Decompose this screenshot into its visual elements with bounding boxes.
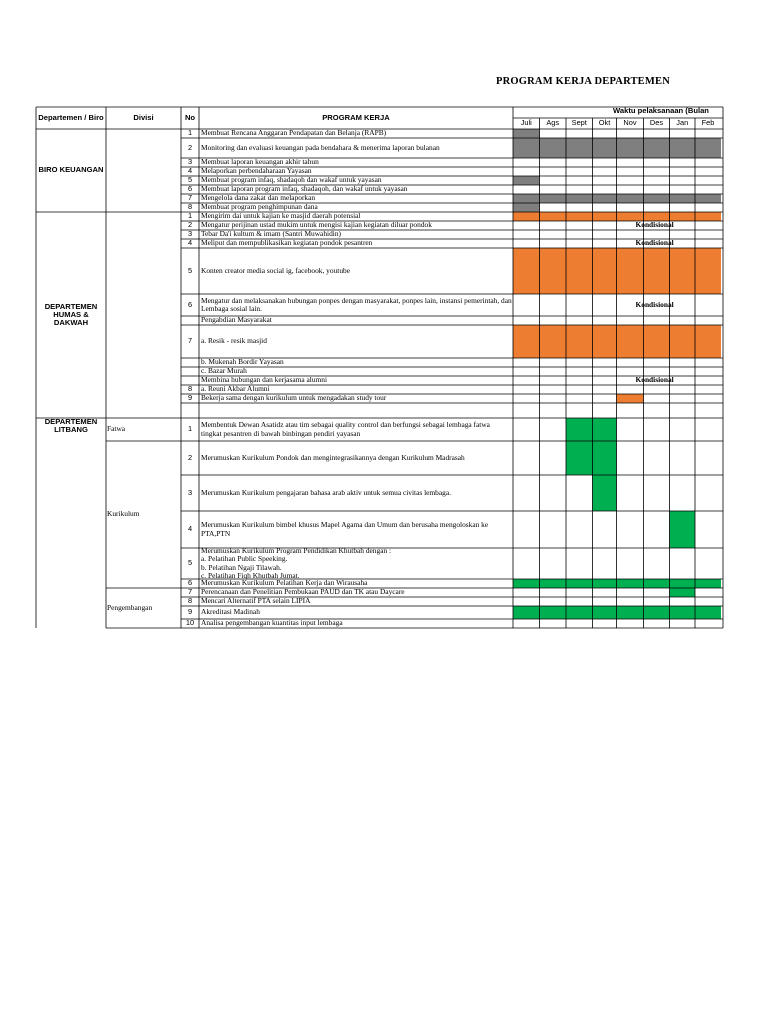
row-number-text: 8 bbox=[187, 597, 193, 606]
month-fill-cell bbox=[644, 138, 670, 158]
month-fill-cell bbox=[593, 418, 617, 441]
program-item bbox=[201, 167, 512, 176]
month-fill-cell bbox=[617, 579, 644, 588]
row-number-text: 4 bbox=[187, 239, 193, 248]
month-header-5-text: Des bbox=[649, 118, 664, 128]
program-item-text: Membina hubungan dan kerjasama alumni bbox=[201, 376, 328, 385]
division-label-text: Fatwa bbox=[107, 424, 126, 434]
row-number bbox=[181, 619, 199, 628]
row-number bbox=[181, 588, 199, 597]
row-number-text: 6 bbox=[187, 299, 193, 309]
row-number bbox=[181, 441, 199, 475]
row-number-text: 7 bbox=[187, 336, 193, 346]
program-item-text: Membuat laporan program infaq, shadaqoh, dan wakaf untuk yayasan bbox=[201, 185, 408, 194]
program-item bbox=[201, 606, 512, 619]
row-number-text: 4 bbox=[187, 167, 193, 176]
program-item-text: Melaporkan perbendaharaan Yayasan bbox=[201, 167, 312, 176]
month-header-3 bbox=[593, 118, 617, 129]
month-fill-cell bbox=[513, 138, 540, 158]
program-item bbox=[201, 158, 512, 167]
month-fill-cell bbox=[566, 418, 593, 441]
program-item-text: c. Bazar Murah bbox=[201, 367, 247, 376]
row-number bbox=[181, 221, 199, 230]
program-item bbox=[201, 248, 512, 294]
month-fill-cell bbox=[540, 194, 567, 203]
row-number-text: 9 bbox=[187, 394, 193, 403]
program-item bbox=[201, 316, 512, 325]
month-fill-cell bbox=[695, 248, 721, 294]
row-number-text: 7 bbox=[187, 194, 193, 203]
row-number bbox=[181, 158, 199, 167]
row-number bbox=[181, 376, 199, 385]
row-number bbox=[181, 367, 199, 376]
month-fill-cell bbox=[670, 606, 696, 619]
row-number bbox=[181, 248, 199, 294]
row-number bbox=[181, 176, 199, 185]
header-waktu bbox=[613, 106, 743, 117]
row-number-text: 10 bbox=[185, 619, 195, 628]
program-item bbox=[201, 129, 512, 138]
row-number bbox=[181, 403, 199, 418]
month-fill-cell bbox=[644, 579, 670, 588]
program-item-text: a. Reuni Akbar Alumni bbox=[201, 385, 270, 394]
month-fill-cell bbox=[566, 212, 593, 221]
row-number bbox=[181, 185, 199, 194]
division-label bbox=[107, 588, 180, 628]
program-item bbox=[201, 358, 512, 367]
month-fill-cell bbox=[513, 194, 540, 203]
program-item bbox=[201, 511, 512, 548]
program-item bbox=[201, 403, 512, 418]
program-item-text: Tebar Da'i kultum & imam (Santri Muwahidin) bbox=[201, 230, 341, 239]
department-label-text: BIRO KEUANGAN bbox=[38, 165, 104, 175]
program-item bbox=[201, 385, 512, 394]
month-fill-cell bbox=[695, 212, 721, 221]
row-number-text: 5 bbox=[187, 265, 193, 275]
month-fill-cell bbox=[513, 203, 540, 212]
program-item-text: Monitoring dan evaluasi keuangan pada bendahara & menerima laporan bulanan bbox=[201, 142, 440, 152]
row-number bbox=[181, 138, 199, 158]
program-item-text: Merumuskan Kurikulum pengajaran bahasa arab aktiv untuk semua civitas lembaga. bbox=[201, 487, 451, 497]
page-title: PROGRAM KERJA DEPARTEMEN bbox=[496, 76, 670, 87]
kondisional-note bbox=[636, 376, 696, 385]
month-fill-cell bbox=[566, 248, 593, 294]
division-label-text: Kurikulum bbox=[107, 509, 140, 519]
month-fill-cell bbox=[670, 588, 696, 597]
month-fill-cell bbox=[566, 579, 593, 588]
month-fill-cell bbox=[695, 579, 721, 588]
month-fill-cell bbox=[670, 212, 696, 221]
program-item-text: Pengabdian Masyarakat bbox=[201, 316, 272, 325]
month-fill-cell bbox=[670, 579, 696, 588]
program-item-text: Merumuskan Kurikulum Program Pendidikan Khutbah dengan : a. Pelatihan Public Speeking. b. Pelatihan Ngaji Tilawah. c. Pelatihan Fiqh Khutbah Jumat. bbox=[201, 548, 392, 579]
department-label-text: DEPARTEMEN HUMAS & DAKWAH bbox=[44, 301, 98, 328]
month-fill-cell bbox=[566, 138, 593, 158]
month-fill-cell bbox=[617, 248, 644, 294]
program-item bbox=[201, 597, 512, 606]
program-item bbox=[201, 619, 512, 628]
month-header-1-text: Ags bbox=[546, 118, 560, 128]
row-number bbox=[181, 203, 199, 212]
month-fill-cell bbox=[670, 511, 696, 548]
row-number-text: 3 bbox=[187, 487, 193, 497]
month-fill-cell bbox=[695, 606, 721, 619]
month-fill-cell bbox=[540, 579, 567, 588]
month-header-4 bbox=[617, 118, 644, 129]
month-fill-cell bbox=[695, 325, 721, 358]
month-header-2 bbox=[566, 118, 593, 129]
month-header-6 bbox=[670, 118, 696, 129]
program-item bbox=[201, 194, 512, 203]
month-fill-cell bbox=[513, 212, 540, 221]
row-number-text: 6 bbox=[187, 579, 193, 588]
kondisional-note-text: Kondisional bbox=[635, 221, 674, 230]
row-number bbox=[181, 548, 199, 579]
program-item-text: Konten creator media social ig, facebook, youtube bbox=[201, 265, 350, 275]
month-fill-cell bbox=[593, 138, 617, 158]
kondisional-note-text: Kondisional bbox=[635, 299, 674, 309]
row-number bbox=[181, 385, 199, 394]
month-fill-cell bbox=[540, 138, 567, 158]
division-label bbox=[107, 418, 180, 441]
program-item-text: Perencanaan dan Penelitian Pembukaan PAUD dan TK atau Daycare bbox=[201, 588, 405, 597]
header-dept-text: Departemen / Biro bbox=[38, 112, 104, 122]
program-item-text: Mengirim dai untuk kajian ke masjid daerah potensial bbox=[201, 212, 361, 221]
row-number bbox=[181, 294, 199, 316]
program-item bbox=[201, 418, 512, 441]
month-fill-cell bbox=[593, 475, 617, 511]
month-header-3-text: Okt bbox=[598, 118, 611, 128]
month-fill-cell bbox=[566, 194, 593, 203]
program-item-text: Akreditasi Madinah bbox=[201, 607, 260, 617]
row-number-text: 1 bbox=[187, 212, 193, 221]
row-number bbox=[181, 194, 199, 203]
row-number-text: 1 bbox=[187, 129, 193, 138]
month-fill-cell bbox=[617, 325, 644, 358]
kondisional-note bbox=[636, 221, 696, 230]
department-label bbox=[36, 129, 106, 212]
row-number bbox=[181, 316, 199, 325]
row-number-text: 4 bbox=[187, 524, 193, 534]
row-number-text: 9 bbox=[187, 607, 193, 617]
month-fill-cell bbox=[670, 248, 696, 294]
month-header-2-text: Sept bbox=[571, 118, 587, 128]
row-number-text: 7 bbox=[187, 588, 193, 597]
month-fill-cell bbox=[617, 138, 644, 158]
program-item bbox=[201, 588, 512, 597]
program-item bbox=[201, 367, 512, 376]
program-item-text: Membuat Rencana Anggaran Pendapatan dan Belanja (RAPB) bbox=[201, 129, 387, 138]
month-fill-cell bbox=[644, 194, 670, 203]
header-dept bbox=[36, 107, 106, 129]
month-fill-cell bbox=[593, 248, 617, 294]
program-item bbox=[201, 138, 512, 158]
program-item-text: Merumuskan Kurikulum Pelatihan Kerja dan Wirausaha bbox=[201, 579, 368, 588]
row-number bbox=[181, 511, 199, 548]
month-fill-cell bbox=[644, 325, 670, 358]
month-fill-cell bbox=[593, 579, 617, 588]
month-fill-cell bbox=[617, 212, 644, 221]
program-item-text: Membuat laporan keuangan akhir tahun bbox=[201, 158, 319, 167]
program-item-text: Mengatur dan melaksanakan hubungan ponpes dengan masyarakat, ponpes lain, instansi pemerintah, dan Lembaga sosial lain. bbox=[201, 295, 512, 313]
program-item bbox=[201, 325, 512, 358]
row-number bbox=[181, 606, 199, 619]
row-number-text: 2 bbox=[187, 221, 193, 230]
row-number bbox=[181, 167, 199, 176]
row-number bbox=[181, 212, 199, 221]
row-number bbox=[181, 579, 199, 588]
program-item bbox=[201, 376, 512, 385]
row-number bbox=[181, 325, 199, 358]
program-item bbox=[201, 212, 512, 221]
department-label bbox=[36, 418, 106, 434]
program-item bbox=[201, 230, 512, 239]
division-label bbox=[107, 441, 180, 588]
month-fill-cell bbox=[513, 248, 540, 294]
row-number bbox=[181, 597, 199, 606]
month-fill-cell bbox=[644, 248, 670, 294]
month-fill-cell bbox=[513, 579, 540, 588]
program-item bbox=[201, 203, 512, 212]
month-header-1 bbox=[540, 118, 567, 129]
month-fill-cell bbox=[644, 212, 670, 221]
row-number bbox=[181, 230, 199, 239]
month-fill-cell bbox=[566, 606, 593, 619]
program-item-text: a. Resik - resik masjid bbox=[201, 336, 267, 346]
program-item-text: Membuat program penghimpunan dana bbox=[201, 203, 318, 212]
program-item-text: Bekerja sama dengan kurikulum untuk mengadakan study tour bbox=[201, 394, 387, 403]
program-item bbox=[201, 579, 512, 588]
program-item-text: Merumuskan Kurikulum Pondok dan mengintegrasikannya dengan Kurikulum Madrasah bbox=[201, 452, 465, 462]
month-fill-cell bbox=[593, 194, 617, 203]
month-header-6-text: Jan bbox=[676, 118, 689, 128]
row-number bbox=[181, 418, 199, 441]
month-fill-cell bbox=[513, 176, 540, 185]
program-item bbox=[201, 294, 512, 316]
month-fill-cell bbox=[540, 325, 567, 358]
month-fill-cell bbox=[566, 441, 593, 475]
program-item-text: Merumuskan Kurikulum bimbel khusus Mapel Agama dan Umum dan berusaha mengoloskan ke PTA,PTN bbox=[201, 520, 489, 538]
header-program bbox=[199, 107, 513, 129]
program-item-text: Membuat program infaq, shadaqoh dan wakaf untuk yayasan bbox=[201, 176, 382, 185]
row-number bbox=[181, 475, 199, 511]
department-label bbox=[36, 212, 106, 418]
header-no-text: No bbox=[184, 112, 196, 122]
program-item-text: Mengatur perijinan ustad mukim untuk mengisi kajian kegiatan diluar pondok bbox=[201, 221, 432, 230]
month-fill-cell bbox=[670, 138, 696, 158]
program-item bbox=[201, 176, 512, 185]
program-item bbox=[201, 394, 512, 403]
row-number-text: 5 bbox=[187, 558, 193, 568]
row-number bbox=[181, 394, 199, 403]
row-number-text: 8 bbox=[187, 203, 193, 212]
department-label-text: DEPARTEMEN LITBANG bbox=[44, 418, 98, 435]
division-label-text: Pengembangan bbox=[107, 602, 153, 612]
month-header-0 bbox=[513, 118, 540, 129]
month-fill-cell bbox=[513, 325, 540, 358]
month-fill-cell bbox=[513, 129, 540, 138]
header-no bbox=[181, 107, 199, 129]
kondisional-note-text: Kondisional bbox=[635, 239, 674, 248]
month-fill-cell bbox=[540, 606, 567, 619]
month-fill-cell bbox=[644, 606, 670, 619]
row-number-text: 6 bbox=[187, 185, 193, 194]
kondisional-note-text: Kondisional bbox=[635, 376, 674, 385]
program-item bbox=[201, 239, 512, 248]
month-fill-cell bbox=[513, 606, 540, 619]
month-header-0-text: Juli bbox=[520, 118, 532, 128]
program-item bbox=[201, 475, 512, 511]
program-item-text: Mengelola dana zakat dan melaporkan bbox=[201, 194, 316, 203]
header-waktu-text: Waktu pelaksanaan (Bulan bbox=[613, 106, 709, 116]
row-number-text: 1 bbox=[187, 424, 193, 434]
month-fill-cell bbox=[617, 606, 644, 619]
month-fill-cell bbox=[617, 194, 644, 203]
row-number-text: 3 bbox=[187, 230, 193, 239]
month-fill-cell bbox=[540, 212, 567, 221]
month-fill-cell bbox=[593, 441, 617, 475]
header-divisi-text: Divisi bbox=[133, 112, 154, 122]
month-fill-cell bbox=[670, 325, 696, 358]
program-item-text: b. Mukenah Bordir Yayasan bbox=[201, 358, 284, 367]
program-item bbox=[201, 441, 512, 475]
program-item bbox=[201, 221, 512, 230]
kondisional-note bbox=[636, 294, 696, 316]
row-number-text: 2 bbox=[187, 452, 193, 462]
row-number bbox=[181, 129, 199, 138]
row-number bbox=[181, 239, 199, 248]
month-fill-cell bbox=[593, 212, 617, 221]
month-header-5 bbox=[644, 118, 670, 129]
row-number-text: 3 bbox=[187, 158, 193, 167]
program-item-text: Analisa pengembangan kuantitas input lembaga bbox=[201, 619, 343, 628]
program-item-text: Membentuk Dewan Asatidz atau tim sebagai quality control dan berfungsi sebagai lembaga fatwa tingkat pesantren di bawah binbingan pendiri yayasan bbox=[201, 420, 490, 438]
month-header-7 bbox=[695, 118, 721, 129]
month-fill-cell bbox=[540, 248, 567, 294]
month-header-4-text: Nov bbox=[623, 118, 637, 128]
program-item-text: Mencari Alternatif PTA selain LIPIA bbox=[201, 597, 311, 606]
month-fill-cell bbox=[593, 606, 617, 619]
row-number-text: 5 bbox=[187, 176, 193, 185]
month-header-7-text: Feb bbox=[701, 118, 715, 128]
month-fill-cell bbox=[566, 325, 593, 358]
program-item-text: Meliput dan mempublikasikan kegiatan pondok pesantren bbox=[201, 239, 373, 248]
program-item bbox=[201, 185, 512, 194]
month-fill-cell bbox=[617, 394, 644, 403]
row-number-text: 8 bbox=[187, 385, 193, 394]
kondisional-note bbox=[636, 239, 696, 248]
header-divisi bbox=[106, 107, 181, 129]
month-fill-cell bbox=[695, 194, 721, 203]
month-fill-cell bbox=[593, 325, 617, 358]
header-program-text: PROGRAM KERJA bbox=[322, 112, 390, 122]
row-number-text: 2 bbox=[187, 142, 193, 152]
month-fill-cell bbox=[695, 138, 721, 158]
program-item bbox=[201, 548, 512, 579]
row-number bbox=[181, 358, 199, 367]
month-fill-cell bbox=[670, 194, 696, 203]
